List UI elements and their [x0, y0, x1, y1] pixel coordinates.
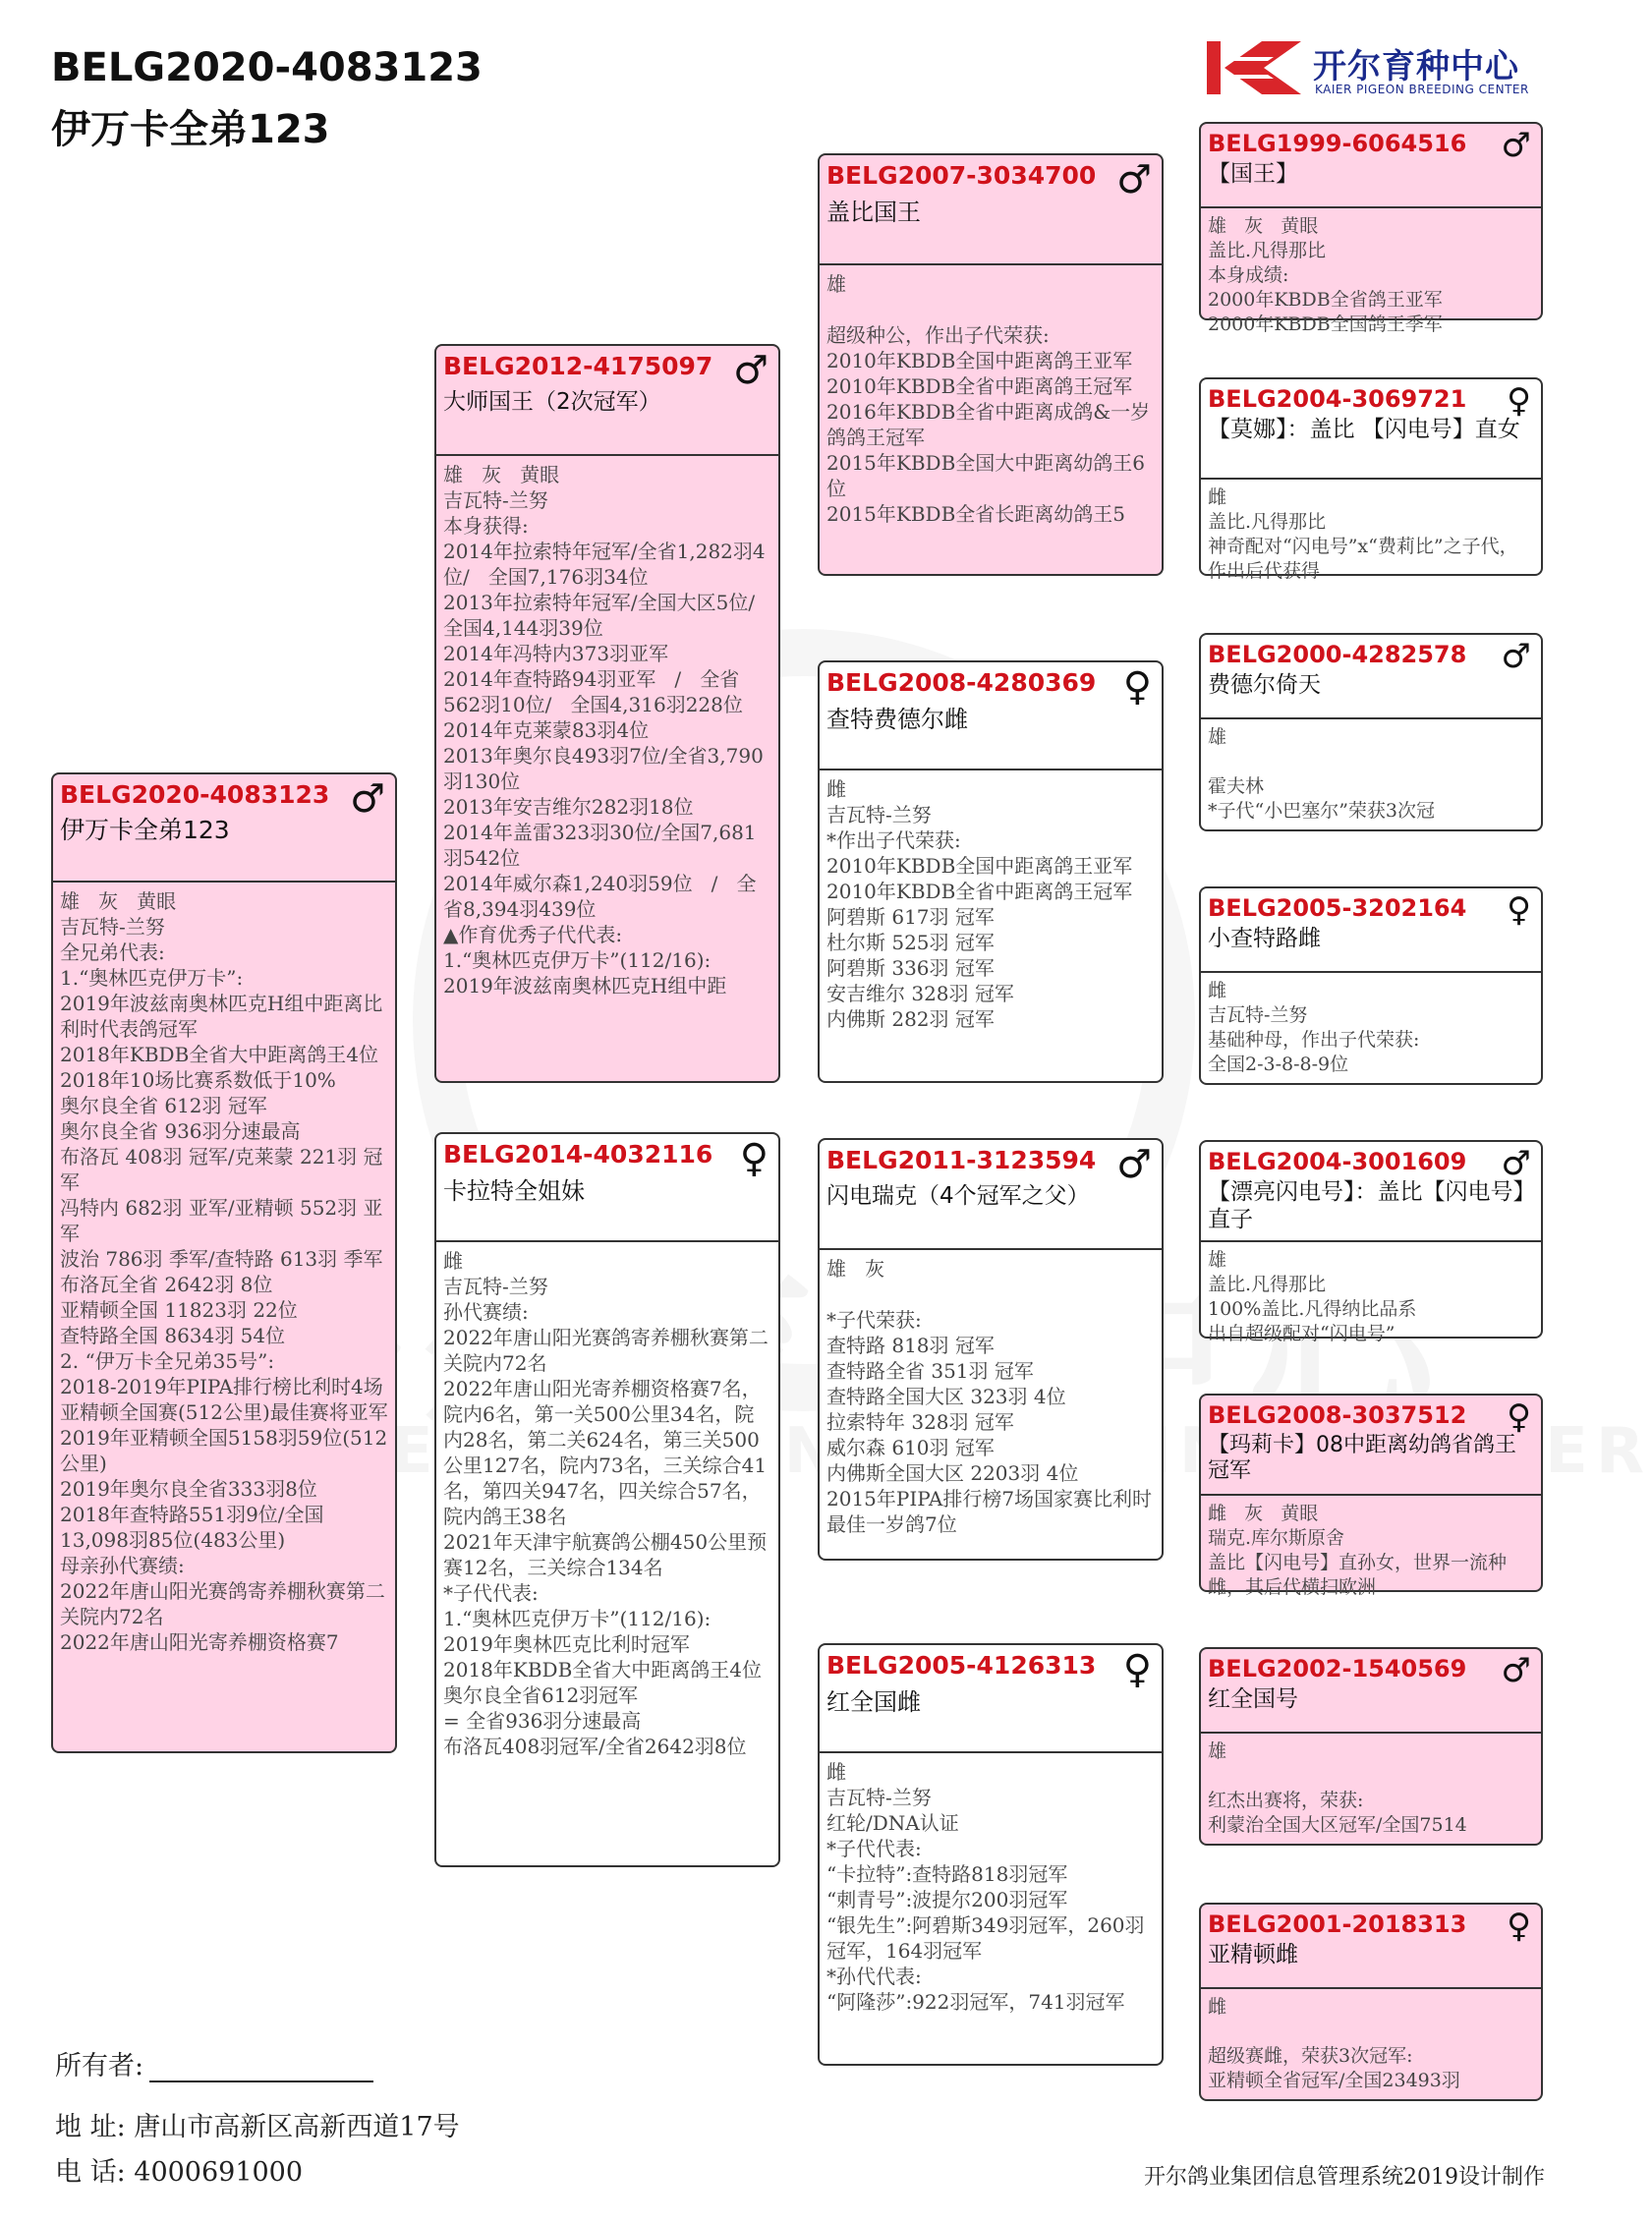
- detail-line: 亚精顿全国 11823羽 22位: [60, 1298, 298, 1322]
- detail-line: 雄 灰 黄眼: [1208, 215, 1319, 237]
- male-symbol-icon: ♂: [1116, 1142, 1152, 1187]
- detail-line: 内佛斯 282羽 冠军: [826, 1007, 995, 1031]
- detail-line: 雌: [1208, 980, 1227, 1001]
- detail-line: 2018年KBDB全省大中距离鸽王4位: [60, 1043, 378, 1066]
- ring-number: BELG2005-3202164: [1208, 894, 1467, 922]
- pedigree-card-ss[interactable]: [818, 153, 1164, 576]
- ring-number: BELG1999-6064516: [1208, 130, 1467, 157]
- pigeon-name: 盖比国王: [826, 199, 921, 226]
- detail-line: 超级赛雌，荣获3次冠军:: [1208, 2045, 1413, 2067]
- male-symbol-icon: ♂: [1501, 126, 1531, 165]
- logo-text-cn: 开尔育种中心: [1313, 47, 1519, 86]
- detail-line: 2014年盖雷323羽30位/全国7,681羽542位: [443, 821, 757, 870]
- detail-line: 2000年KBDB全国鸽王季军: [1208, 314, 1443, 335]
- detail-line: [826, 1282, 1155, 1307]
- detail-line: 波治 786羽 季军/查特路 613羽 季军: [60, 1247, 383, 1271]
- pedigree-card-sds[interactable]: [1199, 633, 1543, 831]
- ring-number: BELG2011-3123594: [826, 1146, 1097, 1174]
- detail-line: 2022年唐山阳光赛鸽寄养棚秋赛第二关院内72名: [60, 1579, 385, 1628]
- detail-line: 雄 灰: [826, 1257, 885, 1281]
- detail-line: 2014年冯特内373羽亚军: [443, 642, 669, 665]
- detail-line: 冯特内 682羽 亚军/亚精顿 552羽 亚军: [60, 1196, 383, 1245]
- detail-line: 盖比.凡得那比: [1208, 1274, 1327, 1295]
- detail-line: 2014年克莱蒙83羽4位: [443, 718, 650, 742]
- detail-line: 1.“奥林匹克伊万卡”:: [60, 966, 244, 990]
- detail-line: *孙代代表:: [826, 1965, 922, 1988]
- ring-number: BELG2008-3037512: [1208, 1401, 1467, 1429]
- detail-line: 雄 灰 黄眼: [60, 889, 177, 913]
- pigeon-name: 亚精顿雌: [1208, 1942, 1298, 1967]
- detail-line: *作出子代荣获:: [826, 828, 961, 852]
- card-details: [820, 1753, 1162, 2064]
- pedigree-card-dd[interactable]: [818, 1643, 1164, 2066]
- card-details: [1201, 480, 1541, 582]
- detail-line: [1208, 1764, 1534, 1789]
- kaier-logo: [1205, 33, 1549, 102]
- detail-line: 基础种母，作出子代荣获:: [1208, 1029, 1420, 1051]
- male-symbol-icon: ♂: [733, 348, 769, 393]
- detail-line: 1.“奥林匹克伊万卡”(112/16):: [443, 948, 712, 972]
- card-details: [1201, 1734, 1541, 1844]
- card-header: [1201, 635, 1541, 719]
- detail-line: = 全省936羽分速最高: [443, 1709, 642, 1733]
- male-symbol-icon: ♂: [1501, 637, 1531, 676]
- detail-line: 雌: [826, 1760, 846, 1784]
- detail-line: “阿隆莎”:922羽冠军，741羽冠军: [826, 1990, 1125, 2014]
- detail-line: 全兄弟代表:: [60, 940, 165, 964]
- detail-line: 亚精顿全省冠军/全国23493羽: [1208, 2070, 1460, 2091]
- card-details: [820, 1250, 1162, 1559]
- detail-line: 拉索特年 328羽 冠军: [826, 1410, 1014, 1434]
- detail-line: 红轮/DNA认证: [826, 1811, 959, 1835]
- pigeon-name: 卡拉特全姐妹: [443, 1177, 585, 1205]
- female-symbol-icon: ♀: [739, 1136, 769, 1181]
- detail-line: “银先生”:阿碧斯349羽冠军，260羽: [826, 1913, 1145, 1937]
- card-details: [1201, 1989, 1541, 2099]
- detail-line: 2013年奥尔良493羽7位/全省3,790羽130位: [443, 744, 764, 793]
- female-symbol-icon: ♀: [1122, 1647, 1152, 1692]
- detail-line: 查特路全国 8634羽 54位: [60, 1324, 286, 1347]
- detail-line: 利蒙治全国大区冠军/全国7514: [1208, 1814, 1467, 1836]
- pedigree-card-ds[interactable]: [818, 1138, 1164, 1561]
- detail-line: 2018年KBDB全省大中距离鸽王4位: [443, 1658, 762, 1682]
- detail-line: 2010年KBDB全国中距离鸽王亚军: [826, 349, 1133, 372]
- detail-line: 2022年唐山阳光赛鸽寄养棚秋赛第二关院内72名: [443, 1326, 769, 1375]
- ring-number: BELG2002-1540569: [1208, 1655, 1467, 1682]
- detail-line: “刺青号”:波提尔200羽冠军: [826, 1888, 1068, 1911]
- detail-line: 杜尔斯 525羽 冠军: [826, 931, 995, 954]
- detail-line: 2018-2019年PIPA排行榜比利时4场亚精顿全国赛(512公里)最佳赛将亚军: [60, 1375, 388, 1424]
- pedigree-card-sdd[interactable]: [1199, 886, 1543, 1085]
- ring-number: BELG2000-4282578: [1208, 641, 1467, 668]
- card-details: [1201, 1496, 1541, 1598]
- detail-line: 奥尔良全省 936羽分速最高: [60, 1119, 301, 1143]
- card-header: [820, 1140, 1162, 1250]
- detail-line: 雌 灰 黄眼: [1208, 1503, 1319, 1524]
- card-details: [1201, 973, 1541, 1083]
- detail-line: 吉瓦特-兰努: [443, 1275, 548, 1298]
- detail-line: 布洛瓦408羽冠军/全省2642羽8位: [443, 1735, 747, 1758]
- detail-line: 冠军，164羽冠军: [826, 1939, 983, 1963]
- ring-number: BELG2004-3001609: [1208, 1148, 1467, 1175]
- card-header: [1201, 1649, 1541, 1734]
- detail-line: 吉瓦特-兰努: [1208, 1004, 1308, 1026]
- pedigree-card-sire[interactable]: [434, 344, 780, 1083]
- pedigree-card-dsd[interactable]: [1199, 1394, 1543, 1598]
- card-details: [436, 1242, 778, 1865]
- detail-line: 2018年10场比赛系数低于10%: [60, 1068, 336, 1092]
- card-header: [1201, 888, 1541, 973]
- card-header: [53, 774, 395, 883]
- address: 地 址: 唐山市高新区高新西道17号: [55, 2112, 460, 2142]
- female-symbol-icon: ♀: [1507, 1397, 1531, 1437]
- detail-line: 母亲孙代赛绩:: [60, 1554, 185, 1577]
- card-details: [1201, 1242, 1541, 1344]
- pedigree-card-sss[interactable]: [1199, 122, 1543, 335]
- detail-line: 本身成绩:: [1208, 264, 1289, 286]
- detail-line: 奥尔良全省612羽冠军: [443, 1683, 639, 1707]
- female-symbol-icon: ♀: [1507, 381, 1531, 421]
- detail-line: 盖比.凡得那比: [1208, 511, 1327, 533]
- detail-line: 神奇配对“闪电号”x“费莉比”之子代，作出后代获得: [1208, 536, 1518, 582]
- pigeon-name: 【漂亮闪电号】：盖比【闪电号】直子: [1208, 1179, 1524, 1232]
- detail-line: 阿碧斯 617羽 冠军: [826, 905, 995, 929]
- detail-line: 最佳一岁鸽7位: [826, 1512, 957, 1536]
- ring-number: BELG2014-4032116: [443, 1140, 713, 1168]
- card-header: [820, 155, 1162, 265]
- detail-line: 全国2-3-8-8-9位: [1208, 1054, 1349, 1075]
- male-symbol-icon: ♂: [1501, 1144, 1531, 1183]
- detail-line: 本身获得:: [443, 514, 529, 538]
- detail-line: *子代代表:: [443, 1581, 539, 1605]
- pigeon-name: 红全国雌: [826, 1688, 921, 1716]
- detail-line: 威尔森 610羽 冠军: [826, 1436, 995, 1459]
- pigeon-name: 伊万卡全弟123: [60, 816, 230, 844]
- detail-line: 瑞克.库尔斯原舍: [1208, 1527, 1345, 1549]
- card-details: [1201, 719, 1541, 829]
- detail-line: 雄: [1208, 1249, 1227, 1271]
- card-header: [1201, 1142, 1541, 1242]
- ring-number: BELG2008-4280369: [826, 668, 1097, 697]
- detail-line: 2021年天津宇航赛鸽公棚450公里预赛12名，三关综合134名: [443, 1530, 768, 1579]
- detail-line: “卡拉特”:查特路818羽冠军: [826, 1862, 1068, 1886]
- detail-line: 2019年波兹南奥林匹克H组中距: [443, 974, 727, 998]
- detail-line: 吉瓦特-兰努: [826, 1786, 932, 1809]
- detail-line: 出自超级配对“闪电号”: [1208, 1323, 1396, 1344]
- detail-line: 布洛瓦 408羽 冠军/克莱蒙 221羽 冠军: [60, 1145, 383, 1194]
- detail-line: 2014年威尔森1,240羽59位 / 全省8,394羽439位: [443, 872, 757, 921]
- card-details: [436, 456, 778, 1081]
- detail-line: *子代代表:: [826, 1837, 922, 1860]
- ring-number: BELG2004-3069721: [1208, 385, 1467, 413]
- detail-line: 红杰出赛将，荣获:: [1208, 1790, 1364, 1811]
- detail-line: 吉瓦特-兰努: [443, 488, 548, 512]
- card-header: [436, 346, 778, 456]
- pigeon-name: 闪电瑞克（4个冠军之父）: [826, 1183, 1090, 1209]
- phone: 电 话: 4000691000: [55, 2157, 304, 2188]
- detail-line: 2019年奥林匹克比利时冠军: [443, 1632, 690, 1656]
- detail-line: 孙代赛绩:: [443, 1300, 529, 1324]
- detail-line: 2015年PIPA排行榜7场国家赛比利时: [826, 1487, 1153, 1510]
- detail-line: 2010年KBDB全省中距离鸽王冠军: [826, 880, 1133, 903]
- pedigree-card-subject[interactable]: [51, 772, 397, 1753]
- ring-number: BELG2005-4126313: [826, 1651, 1097, 1680]
- detail-line: 安吉维尔 328羽 冠军: [826, 982, 1014, 1005]
- detail-line: 2014年拉索特年冠军/全省1,282羽4位/ 全国7,176羽34位: [443, 540, 766, 589]
- detail-line: 吉瓦特-兰努: [60, 915, 165, 939]
- ring-number: BELG2001-2018313: [1208, 1910, 1467, 1938]
- detail-line: 2013年拉索特年冠军/全国大区5位/ 全国4,144羽39位: [443, 591, 774, 640]
- pigeon-name: 查特费德尔雌: [826, 706, 968, 733]
- card-details: [820, 265, 1162, 574]
- detail-line: 2015年KBDB全国大中距离幼鸽王6位: [826, 451, 1145, 500]
- detail-line: 2010年KBDB全省中距离鸽王冠军: [826, 374, 1133, 398]
- pigeon-name: 【莫娜】：盖比 【闪电号】直女: [1208, 417, 1520, 442]
- detail-line: 查特路全省 351羽 冠军: [826, 1359, 1034, 1383]
- detail-line: 2018年查特路551羽9位/全国13,098羽85位(483公里): [60, 1503, 324, 1552]
- detail-line: 盖比【闪电号】直孙女，世界一流种雌，其后代横扫欧洲: [1208, 1552, 1508, 1598]
- detail-line: 2. “伊万卡全兄弟35号”:: [60, 1349, 275, 1373]
- header-ring: BELG2020-4083123: [51, 45, 483, 90]
- pedigree-card-ssd[interactable]: [1199, 377, 1543, 582]
- male-symbol-icon: ♂: [350, 776, 385, 822]
- detail-line: 雄: [826, 272, 846, 296]
- pigeon-name: 费德尔倚天: [1208, 672, 1321, 698]
- ring-number: BELG2012-4175097: [443, 352, 713, 380]
- detail-line: 吉瓦特-兰努: [826, 803, 932, 826]
- detail-line: 雌: [1208, 1996, 1227, 2018]
- pedigree-card-dss[interactable]: [1199, 1140, 1543, 1344]
- detail-line: 内佛斯全国大区 2203羽 4位: [826, 1461, 1079, 1485]
- pigeon-name: 红全国号: [1208, 1686, 1298, 1712]
- detail-line: 霍夫林: [1208, 775, 1265, 797]
- detail-line: 2000年KBDB全省鸽王亚军: [1208, 289, 1443, 311]
- ring-number: BELG2007-3034700: [826, 161, 1097, 190]
- header-name: 伊万卡全弟123: [51, 107, 330, 152]
- detail-line: [826, 297, 1155, 322]
- detail-line: 布洛瓦全省 2642羽 8位: [60, 1273, 273, 1296]
- detail-line: [1208, 2020, 1534, 2044]
- owner-field: [55, 2044, 373, 2082]
- pigeon-name: 小查特路雌: [1208, 926, 1321, 951]
- pedigree-card-dds[interactable]: [1199, 1647, 1543, 1846]
- pigeon-name: 【玛莉卡】08中距离幼鸽省鸽王冠军: [1208, 1433, 1516, 1484]
- detail-line: 雄: [1208, 726, 1227, 748]
- owner-blank-line[interactable]: [149, 2051, 373, 2082]
- detail-line: ▲作育优秀子代代表:: [443, 923, 623, 946]
- detail-line: 雌: [826, 777, 846, 801]
- pedigree-card-ddd[interactable]: [1199, 1903, 1543, 2101]
- detail-line: 雌: [443, 1249, 463, 1273]
- detail-line: 雌: [1208, 486, 1227, 508]
- card-header: [1201, 1396, 1541, 1496]
- female-symbol-icon: ♀: [1122, 664, 1152, 710]
- detail-line: 1.“奥林匹克伊万卡”(112/16):: [443, 1607, 712, 1630]
- detail-line: 奥尔良全省 612羽 冠军: [60, 1094, 267, 1117]
- detail-line: 2019年波兹南奥林匹克H组中距离比利时代表鸽冠军: [60, 992, 383, 1041]
- detail-line: 阿碧斯 336羽 冠军: [826, 956, 995, 980]
- card-details: [53, 883, 395, 1751]
- detail-line: 超级种公，作出子代荣获:: [826, 323, 1050, 347]
- detail-line: [1208, 750, 1534, 774]
- card-header: [820, 1645, 1162, 1753]
- detail-line: *子代“小巴塞尔”荣获3次冠: [1208, 800, 1436, 822]
- detail-line: 2019年亚精顿全国5158羽59位(512公里): [60, 1426, 388, 1475]
- male-symbol-icon: ♂: [1501, 1651, 1531, 1690]
- kaier-logo-mark: [1205, 37, 1305, 98]
- pigeon-name: 【国王】: [1208, 161, 1298, 187]
- detail-line: 2013年安吉维尔282羽18位: [443, 795, 694, 819]
- footer-credit: 开尔鸽业集团信息管理系统2019设计制作: [1144, 2165, 1545, 2190]
- card-header: [436, 1134, 778, 1242]
- detail-line: *子代荣获:: [826, 1308, 922, 1332]
- male-symbol-icon: ♂: [1116, 157, 1152, 202]
- detail-line: 2014年查特路94羽亚军 / 全省562羽10位/ 全国4,316羽228位: [443, 667, 743, 716]
- card-details: [1201, 208, 1541, 335]
- detail-line: 100%盖比.凡得纳比品系: [1208, 1298, 1417, 1320]
- pedigree-card-dam[interactable]: [434, 1132, 780, 1867]
- card-details: [820, 770, 1162, 1081]
- ring-number: BELG2020-4083123: [60, 780, 330, 809]
- detail-line: 2022年唐山阳光寄养棚资格赛7名，院内6名，第一关500公里34名，院内28名，第二关624名，第三关500公里127名，院内73名，三关综合41名，第四关947名，四关综合57名，院内鸽王38名: [443, 1377, 768, 1528]
- detail-line: 查特路 818羽 冠军: [826, 1334, 995, 1357]
- card-header: [1201, 379, 1541, 480]
- pedigree-card-sd[interactable]: [818, 660, 1164, 1083]
- card-header: [1201, 124, 1541, 208]
- female-symbol-icon: ♀: [1507, 890, 1531, 930]
- owner-label: 所有者:: [55, 2051, 144, 2081]
- female-symbol-icon: ♀: [1507, 1907, 1531, 1946]
- pigeon-name: 大师国王（2次冠军）: [443, 389, 661, 415]
- detail-line: 2016年KBDB全省中距离成鸽&一岁鸽鸽王冠军: [826, 400, 1151, 449]
- logo-text-en: KAIER PIGEON BREEDING CENTER: [1315, 83, 1529, 96]
- card-header: [1201, 1905, 1541, 1989]
- detail-line: 2015年KBDB全省长距离幼鸽王5: [826, 502, 1125, 526]
- detail-line: 2010年KBDB全国中距离鸽王亚军: [826, 854, 1133, 878]
- card-header: [820, 662, 1162, 770]
- detail-line: 2019年奥尔良全省333羽8位: [60, 1477, 317, 1501]
- detail-line: 雄: [1208, 1740, 1227, 1762]
- detail-line: 2022年唐山阳光寄养棚资格赛7: [60, 1630, 339, 1654]
- detail-line: 雄 灰 黄眼: [443, 463, 560, 486]
- detail-line: 盖比.凡得那比: [1208, 240, 1327, 261]
- detail-line: 查特路全国大区 323羽 4位: [826, 1385, 1066, 1408]
